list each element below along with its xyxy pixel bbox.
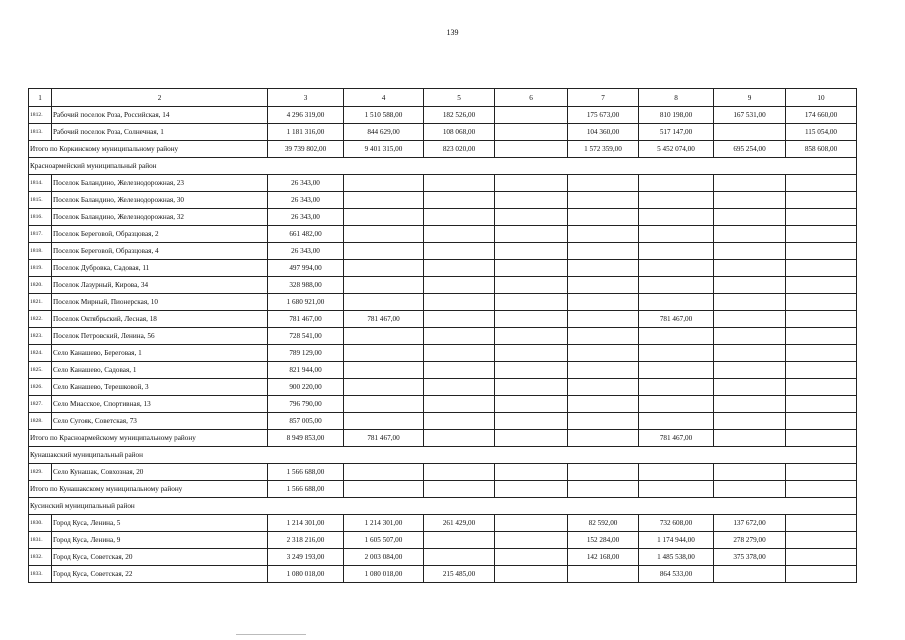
table-row bbox=[29, 192, 857, 209]
amount-cell bbox=[344, 328, 424, 345]
column-number-cell: 6 bbox=[495, 89, 568, 107]
table-row bbox=[29, 243, 857, 260]
address-cell: Поселок Береговой, Образцовая, 2 bbox=[52, 226, 268, 243]
amount-cell: 1 080 018,00 bbox=[268, 566, 344, 583]
total-label: Итого по Кунашакскому муниципальному району bbox=[29, 481, 268, 498]
amount-cell bbox=[639, 260, 714, 277]
amount-cell: 781 467,00 bbox=[344, 311, 424, 328]
row-number: 1829. bbox=[29, 464, 52, 481]
amount-cell bbox=[786, 226, 857, 243]
amount-cell bbox=[495, 481, 568, 498]
address-cell: Село Миасское, Спортивная, 13 bbox=[52, 396, 268, 413]
amount-cell bbox=[424, 277, 495, 294]
amount-cell bbox=[714, 345, 786, 362]
table-row bbox=[29, 328, 857, 345]
column-number-cell: 3 bbox=[268, 89, 344, 107]
amount-cell bbox=[568, 209, 639, 226]
total-label: Итого по Коркинскому муниципальному району bbox=[29, 141, 268, 158]
row-number: 1824. bbox=[29, 345, 52, 362]
amount-cell bbox=[714, 226, 786, 243]
amount-cell bbox=[495, 464, 568, 481]
amount-cell bbox=[714, 175, 786, 192]
amount-cell bbox=[344, 481, 424, 498]
amount-cell bbox=[714, 396, 786, 413]
amount-cell bbox=[786, 192, 857, 209]
amount-cell: 1 214 301,00 bbox=[344, 515, 424, 532]
amount-cell bbox=[786, 396, 857, 413]
amount-cell bbox=[786, 260, 857, 277]
address-cell: Поселок Мирный, Пионерская, 10 bbox=[52, 294, 268, 311]
amount-cell bbox=[639, 396, 714, 413]
amount-cell bbox=[714, 243, 786, 260]
amount-cell bbox=[495, 396, 568, 413]
amount-cell bbox=[786, 566, 857, 583]
amount-cell bbox=[568, 328, 639, 345]
amount-cell: 9 401 315,00 bbox=[344, 141, 424, 158]
amount-cell bbox=[495, 243, 568, 260]
amount-cell bbox=[568, 396, 639, 413]
row-number: 1812. bbox=[29, 107, 52, 124]
amount-cell bbox=[568, 192, 639, 209]
amount-cell: 1 680 921,00 bbox=[268, 294, 344, 311]
amount-cell bbox=[714, 192, 786, 209]
row-number: 1822. bbox=[29, 311, 52, 328]
amount-cell bbox=[714, 328, 786, 345]
amount-cell: 821 944,00 bbox=[268, 362, 344, 379]
amount-cell bbox=[714, 413, 786, 430]
amount-cell bbox=[424, 379, 495, 396]
amount-cell: 142 168,00 bbox=[568, 549, 639, 566]
amount-cell bbox=[786, 175, 857, 192]
column-number-cell: 9 bbox=[714, 89, 786, 107]
amount-cell bbox=[568, 243, 639, 260]
amount-cell bbox=[495, 124, 568, 141]
amount-cell bbox=[495, 277, 568, 294]
amount-cell bbox=[714, 379, 786, 396]
amount-cell: 695 254,00 bbox=[714, 141, 786, 158]
amount-cell bbox=[786, 464, 857, 481]
row-number: 1825. bbox=[29, 362, 52, 379]
amount-cell bbox=[495, 175, 568, 192]
amount-cell bbox=[568, 566, 639, 583]
amount-cell: 182 526,00 bbox=[424, 107, 495, 124]
amount-cell: 261 429,00 bbox=[424, 515, 495, 532]
row-number: 1818. bbox=[29, 243, 52, 260]
row-number: 1821. bbox=[29, 294, 52, 311]
amount-cell bbox=[786, 328, 857, 345]
table-row bbox=[29, 209, 857, 226]
amount-cell bbox=[424, 362, 495, 379]
table-row bbox=[29, 464, 857, 481]
column-number-cell: 2 bbox=[52, 89, 268, 107]
amount-cell: 728 541,00 bbox=[268, 328, 344, 345]
amount-cell: 3 249 193,00 bbox=[268, 549, 344, 566]
table-row bbox=[29, 107, 857, 124]
amount-cell bbox=[495, 362, 568, 379]
amount-cell: 1 605 507,00 bbox=[344, 532, 424, 549]
section-title: Красноармейский муниципальный район bbox=[29, 158, 857, 175]
amount-cell bbox=[424, 532, 495, 549]
amount-cell bbox=[714, 566, 786, 583]
amount-cell bbox=[424, 311, 495, 328]
amount-cell bbox=[714, 294, 786, 311]
amount-cell: 26 343,00 bbox=[268, 243, 344, 260]
address-cell: Село Канашево, Терешковой, 3 bbox=[52, 379, 268, 396]
amount-cell bbox=[786, 277, 857, 294]
table-row bbox=[29, 226, 857, 243]
section-title: Кусинский муниципальный район bbox=[29, 498, 857, 515]
amount-cell: 781 467,00 bbox=[639, 311, 714, 328]
amount-cell bbox=[344, 175, 424, 192]
amount-cell bbox=[714, 430, 786, 447]
table-row bbox=[29, 277, 857, 294]
amount-cell bbox=[714, 362, 786, 379]
amount-cell bbox=[495, 209, 568, 226]
row-number: 1830. bbox=[29, 515, 52, 532]
amount-cell bbox=[495, 549, 568, 566]
table-row bbox=[29, 362, 857, 379]
amount-cell: 2 318 216,00 bbox=[268, 532, 344, 549]
amount-cell bbox=[344, 413, 424, 430]
row-number: 1813. bbox=[29, 124, 52, 141]
register-table bbox=[28, 88, 857, 583]
address-cell: Село Кунашак, Совхозная, 20 bbox=[52, 464, 268, 481]
amount-cell bbox=[714, 209, 786, 226]
amount-cell bbox=[639, 226, 714, 243]
footer-rule bbox=[236, 634, 306, 635]
row-number: 1815. bbox=[29, 192, 52, 209]
amount-cell: 810 198,00 bbox=[639, 107, 714, 124]
amount-cell bbox=[424, 175, 495, 192]
amount-cell bbox=[495, 532, 568, 549]
amount-cell: 26 343,00 bbox=[268, 209, 344, 226]
address-cell: Поселок Баландино, Железнодорожная, 30 bbox=[52, 192, 268, 209]
address-cell: Поселок Баландино, Железнодорожная, 32 bbox=[52, 209, 268, 226]
address-cell: Город Куса, Ленина, 9 bbox=[52, 532, 268, 549]
column-number-cell: 1 bbox=[29, 89, 52, 107]
amount-cell: 823 020,00 bbox=[424, 141, 495, 158]
amount-cell bbox=[495, 379, 568, 396]
amount-cell bbox=[639, 345, 714, 362]
amount-cell bbox=[495, 294, 568, 311]
amount-cell bbox=[568, 481, 639, 498]
amount-cell bbox=[714, 464, 786, 481]
amount-cell bbox=[639, 481, 714, 498]
amount-cell: 375 378,00 bbox=[714, 549, 786, 566]
amount-cell bbox=[495, 413, 568, 430]
amount-cell: 844 629,00 bbox=[344, 124, 424, 141]
amount-cell bbox=[344, 226, 424, 243]
amount-cell bbox=[495, 430, 568, 447]
column-number-cell: 4 bbox=[344, 89, 424, 107]
amount-cell: 781 467,00 bbox=[639, 430, 714, 447]
section-title: Кунашакский муниципальный район bbox=[29, 447, 857, 464]
amount-cell: 115 054,00 bbox=[786, 124, 857, 141]
amount-cell: 215 485,00 bbox=[424, 566, 495, 583]
amount-cell bbox=[344, 294, 424, 311]
table-row bbox=[29, 124, 857, 141]
amount-cell bbox=[639, 294, 714, 311]
address-cell: Поселок Октябрьский, Лесная, 18 bbox=[52, 311, 268, 328]
amount-cell bbox=[495, 328, 568, 345]
amount-cell bbox=[786, 413, 857, 430]
amount-cell bbox=[568, 413, 639, 430]
total-row bbox=[29, 430, 857, 447]
amount-cell: 864 533,00 bbox=[639, 566, 714, 583]
amount-cell bbox=[639, 175, 714, 192]
address-cell: Поселок Береговой, Образцовая, 4 bbox=[52, 243, 268, 260]
amount-cell bbox=[424, 192, 495, 209]
amount-cell: 152 284,00 bbox=[568, 532, 639, 549]
table-row bbox=[29, 515, 857, 532]
amount-cell bbox=[568, 294, 639, 311]
amount-cell bbox=[424, 328, 495, 345]
amount-cell bbox=[786, 362, 857, 379]
row-number: 1827. bbox=[29, 396, 52, 413]
amount-cell bbox=[568, 345, 639, 362]
amount-cell: 278 279,00 bbox=[714, 532, 786, 549]
amount-cell bbox=[424, 226, 495, 243]
amount-cell: 1 174 944,00 bbox=[639, 532, 714, 549]
amount-cell bbox=[424, 464, 495, 481]
table-row bbox=[29, 532, 857, 549]
table-row bbox=[29, 413, 857, 430]
amount-cell: 26 343,00 bbox=[268, 175, 344, 192]
amount-cell bbox=[424, 413, 495, 430]
amount-cell bbox=[786, 243, 857, 260]
amount-cell bbox=[495, 566, 568, 583]
table-row bbox=[29, 311, 857, 328]
amount-cell: 4 296 319,00 bbox=[268, 107, 344, 124]
total-label: Итого по Красноармейскому муниципальному району bbox=[29, 430, 268, 447]
address-cell: Поселок Петровский, Ленина, 56 bbox=[52, 328, 268, 345]
row-number: 1816. bbox=[29, 209, 52, 226]
amount-cell: 517 147,00 bbox=[639, 124, 714, 141]
section-header-row bbox=[29, 158, 857, 175]
amount-cell: 5 452 074,00 bbox=[639, 141, 714, 158]
amount-cell bbox=[639, 328, 714, 345]
row-number: 1831. bbox=[29, 532, 52, 549]
amount-cell bbox=[344, 260, 424, 277]
amount-cell: 1 214 301,00 bbox=[268, 515, 344, 532]
amount-cell bbox=[714, 311, 786, 328]
amount-cell bbox=[568, 175, 639, 192]
table-row bbox=[29, 260, 857, 277]
amount-cell: 900 220,00 bbox=[268, 379, 344, 396]
amount-cell bbox=[786, 311, 857, 328]
address-cell: Город Куса, Ленина, 5 bbox=[52, 515, 268, 532]
amount-cell: 1 572 359,00 bbox=[568, 141, 639, 158]
address-cell: Поселок Дубровка, Садовая, 11 bbox=[52, 260, 268, 277]
amount-cell: 167 531,00 bbox=[714, 107, 786, 124]
amount-cell bbox=[424, 209, 495, 226]
amount-cell: 137 672,00 bbox=[714, 515, 786, 532]
amount-cell bbox=[714, 260, 786, 277]
amount-cell bbox=[344, 464, 424, 481]
amount-cell: 82 592,00 bbox=[568, 515, 639, 532]
amount-cell bbox=[495, 107, 568, 124]
amount-cell: 108 068,00 bbox=[424, 124, 495, 141]
amount-cell bbox=[714, 481, 786, 498]
table-row bbox=[29, 549, 857, 566]
amount-cell bbox=[714, 277, 786, 294]
amount-cell bbox=[714, 124, 786, 141]
address-cell: Город Куса, Советская, 20 bbox=[52, 549, 268, 566]
amount-cell: 789 129,00 bbox=[268, 345, 344, 362]
amount-cell bbox=[786, 430, 857, 447]
table-row bbox=[29, 294, 857, 311]
amount-cell bbox=[786, 481, 857, 498]
amount-cell bbox=[786, 209, 857, 226]
amount-cell bbox=[786, 294, 857, 311]
amount-cell bbox=[568, 379, 639, 396]
amount-cell: 858 608,00 bbox=[786, 141, 857, 158]
amount-cell bbox=[344, 192, 424, 209]
row-number: 1823. bbox=[29, 328, 52, 345]
address-cell: Рабочий поселок Роза, Российская, 14 bbox=[52, 107, 268, 124]
address-cell: Село Канашево, Садовая, 1 bbox=[52, 362, 268, 379]
amount-cell bbox=[495, 345, 568, 362]
row-number: 1820. bbox=[29, 277, 52, 294]
amount-cell bbox=[424, 430, 495, 447]
amount-cell: 1 485 538,00 bbox=[639, 549, 714, 566]
amount-cell bbox=[424, 345, 495, 362]
amount-cell: 8 949 853,00 bbox=[268, 430, 344, 447]
row-number: 1833. bbox=[29, 566, 52, 583]
amount-cell bbox=[786, 345, 857, 362]
amount-cell: 857 005,00 bbox=[268, 413, 344, 430]
amount-cell: 1 510 588,00 bbox=[344, 107, 424, 124]
amount-cell bbox=[786, 379, 857, 396]
address-cell: Поселок Баландино, Железнодорожная, 23 bbox=[52, 175, 268, 192]
amount-cell: 328 988,00 bbox=[268, 277, 344, 294]
amount-cell: 732 608,00 bbox=[639, 515, 714, 532]
amount-cell bbox=[639, 192, 714, 209]
table-row bbox=[29, 396, 857, 413]
amount-cell: 26 343,00 bbox=[268, 192, 344, 209]
total-row bbox=[29, 481, 857, 498]
amount-cell bbox=[786, 515, 857, 532]
amount-cell bbox=[344, 277, 424, 294]
amount-cell: 174 660,00 bbox=[786, 107, 857, 124]
row-number: 1832. bbox=[29, 549, 52, 566]
row-number: 1817. bbox=[29, 226, 52, 243]
amount-cell: 781 467,00 bbox=[344, 430, 424, 447]
amount-cell bbox=[495, 311, 568, 328]
total-row bbox=[29, 141, 857, 158]
amount-cell bbox=[344, 362, 424, 379]
amount-cell bbox=[495, 141, 568, 158]
amount-cell: 661 482,00 bbox=[268, 226, 344, 243]
amount-cell bbox=[568, 464, 639, 481]
row-number: 1828. bbox=[29, 413, 52, 430]
amount-cell bbox=[424, 260, 495, 277]
column-number-cell: 10 bbox=[786, 89, 857, 107]
address-cell: Село Сугояк, Советская, 73 bbox=[52, 413, 268, 430]
amount-cell: 1 080 018,00 bbox=[344, 566, 424, 583]
amount-cell bbox=[424, 396, 495, 413]
section-header-row bbox=[29, 498, 857, 515]
amount-cell bbox=[639, 209, 714, 226]
amount-cell bbox=[495, 515, 568, 532]
amount-cell bbox=[344, 209, 424, 226]
amount-cell: 39 739 802,00 bbox=[268, 141, 344, 158]
amount-cell bbox=[786, 549, 857, 566]
amount-cell bbox=[344, 243, 424, 260]
column-number-cell: 7 bbox=[568, 89, 639, 107]
amount-cell bbox=[424, 549, 495, 566]
amount-cell: 104 360,00 bbox=[568, 124, 639, 141]
amount-cell: 796 790,00 bbox=[268, 396, 344, 413]
amount-cell bbox=[424, 243, 495, 260]
amount-cell bbox=[344, 396, 424, 413]
amount-cell bbox=[639, 277, 714, 294]
amount-cell bbox=[568, 226, 639, 243]
amount-cell: 2 003 084,00 bbox=[344, 549, 424, 566]
amount-cell bbox=[344, 345, 424, 362]
address-cell: Город Куса, Советская, 22 bbox=[52, 566, 268, 583]
amount-cell bbox=[639, 379, 714, 396]
address-cell: Рабочий поселок Роза, Солнечная, 1 bbox=[52, 124, 268, 141]
amount-cell bbox=[424, 481, 495, 498]
amount-cell: 175 673,00 bbox=[568, 107, 639, 124]
amount-cell bbox=[568, 311, 639, 328]
row-number: 1814. bbox=[29, 175, 52, 192]
table-row bbox=[29, 345, 857, 362]
amount-cell bbox=[639, 243, 714, 260]
amount-cell bbox=[568, 362, 639, 379]
table-row bbox=[29, 379, 857, 396]
row-number: 1826. bbox=[29, 379, 52, 396]
column-number-cell: 8 bbox=[639, 89, 714, 107]
amount-cell: 1 181 316,00 bbox=[268, 124, 344, 141]
amount-cell bbox=[786, 532, 857, 549]
amount-cell bbox=[568, 277, 639, 294]
section-header-row bbox=[29, 447, 857, 464]
amount-cell bbox=[344, 379, 424, 396]
row-number: 1819. bbox=[29, 260, 52, 277]
amount-cell bbox=[495, 226, 568, 243]
table-row bbox=[29, 175, 857, 192]
amount-cell: 1 566 688,00 bbox=[268, 464, 344, 481]
table-header-row bbox=[29, 89, 857, 107]
column-number-cell: 5 bbox=[424, 89, 495, 107]
amount-cell: 781 467,00 bbox=[268, 311, 344, 328]
amount-cell bbox=[495, 192, 568, 209]
amount-cell bbox=[424, 294, 495, 311]
amount-cell: 497 994,00 bbox=[268, 260, 344, 277]
amount-cell bbox=[568, 260, 639, 277]
address-cell: Село Канашево, Береговая, 1 bbox=[52, 345, 268, 362]
amount-cell bbox=[639, 464, 714, 481]
table-row bbox=[29, 566, 857, 583]
address-cell: Поселок Лазурный, Кирова, 34 bbox=[52, 277, 268, 294]
amount-cell bbox=[495, 260, 568, 277]
amount-cell bbox=[568, 430, 639, 447]
amount-cell: 1 566 688,00 bbox=[268, 481, 344, 498]
amount-cell bbox=[639, 413, 714, 430]
amount-cell bbox=[639, 362, 714, 379]
page-number: 139 bbox=[446, 28, 459, 37]
